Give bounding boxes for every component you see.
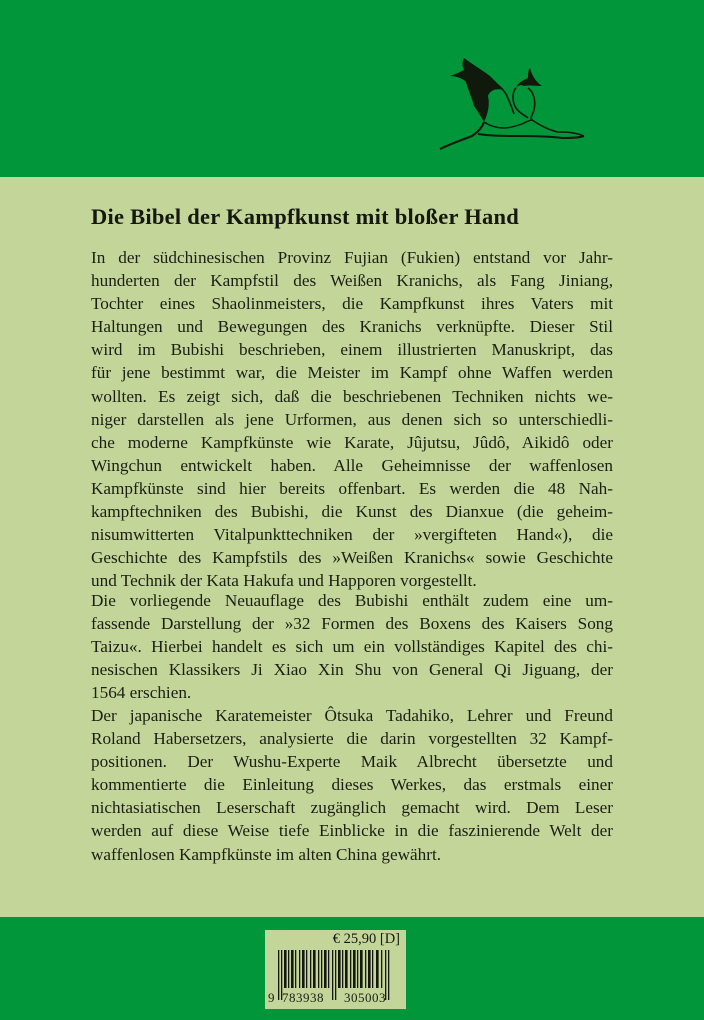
text-line: fassende Darstellung der »32 Formen des Boxens des Kaisers Song <box>91 614 613 634</box>
text-line: nesischen Klassikers Ji Xiao Xin Shu von General Qi Jiguang, der <box>91 660 613 680</box>
text-line: Der japanische Karatemeister Ôtsuka Tadahiko, Lehrer und Freund <box>91 706 613 725</box>
text-line: In der südchinesischen Provinz Fujian (Fukien) entstand vor Jahr- <box>91 248 613 267</box>
text-line: hunderten der Kampfstil des Weißen Kranichs, als Fang Jiniang, <box>91 271 613 291</box>
flying-crane-icon <box>438 52 588 152</box>
text-line: werden auf diese Weise tiefe Einblicke in die faszinierende Welt der <box>91 821 613 841</box>
text-line: Haltungen und Bewegungen des Kranichs verknüpfte. Dieser Stil <box>91 317 613 337</box>
text-line: waffenlosen Kampfkünste im alten China gewährt. <box>91 844 442 864</box>
text-line: Geschichte des Kampfstils des »Weißen Kranichs« sowie Geschichte <box>91 548 613 568</box>
text-line: kampftechniken des Bubishi, die Kunst des Dianxue (die geheim- <box>91 502 613 522</box>
top-color-band <box>0 0 704 177</box>
price-label: € 25,90 [D] <box>332 931 400 947</box>
text-line: wird im Bubishi beschrieben, einem illustrierten Manuskript, das <box>91 340 613 360</box>
text-line: Die vorliegende Neuauflage des Bubishi enthält zudem eine um- <box>91 591 613 610</box>
text-line: Wingchun entwickelt haben. Alle Geheimnisse der waffenlosen <box>91 455 613 475</box>
barcode-left-digits: 783938 <box>282 990 324 1005</box>
blurb-paragraph-2 <box>91 589 613 704</box>
blurb-paragraph-1 <box>91 246 613 592</box>
text-line: Kampfkünste sind hier bereits offenbart. Es werden die 48 Nah- <box>91 478 613 498</box>
text-line: Taizu«. Hierbei handelt es sich um ein vollständiges Kapitel des chi- <box>91 637 613 657</box>
blurb-paragraph-3 <box>91 704 613 866</box>
text-line: für jene bestimmt war, die Meister im Kampf ohne Waffen werden <box>91 363 613 383</box>
barcode-label <box>265 930 406 1009</box>
text-line: Roland Habersetzers, analysierte die darin vorgestellten 32 Kampf- <box>91 729 613 749</box>
text-line: positionen. Der Wushu-Experte Maik Albrecht übersetzte und <box>91 752 613 772</box>
text-line: 1564 erschien. <box>91 683 192 703</box>
text-line: kommentierte die Einleitung dieses Werkes, das erstmals einer <box>91 775 613 795</box>
barcode-lead-digit: 9 <box>268 990 275 1005</box>
back-cover-text-panel <box>91 177 613 917</box>
text-line: nisumwitterten Vitalpunkttechniken der »vergifteten Hand«), die <box>91 525 613 545</box>
text-line: und Technik der Kata Hakufa und Happoren vorgestellt. <box>91 571 477 591</box>
barcode-right-digits: 305003 <box>344 990 386 1005</box>
text-line: wollten. Es zeigt sich, daß die beschriebenen Techniken nichts we- <box>91 386 613 406</box>
blurb-heading: Die Bibel der Kampfkunst mit bloßer Hand <box>91 204 519 229</box>
text-line: Tochter eines Shaolinmeisters, die Kampfkunst ihres Vaters mit <box>91 294 613 314</box>
text-line: niger darstellen als jene Urformen, aus denen sich so unterschiedli- <box>91 409 613 429</box>
text-line: che moderne Kampfkünste wie Karate, Jûjutsu, Jûdô, Aikidô oder <box>91 432 613 452</box>
text-line: nichtasiatischen Leserschaft zugänglich gemacht wird. Dem Leser <box>91 798 613 818</box>
